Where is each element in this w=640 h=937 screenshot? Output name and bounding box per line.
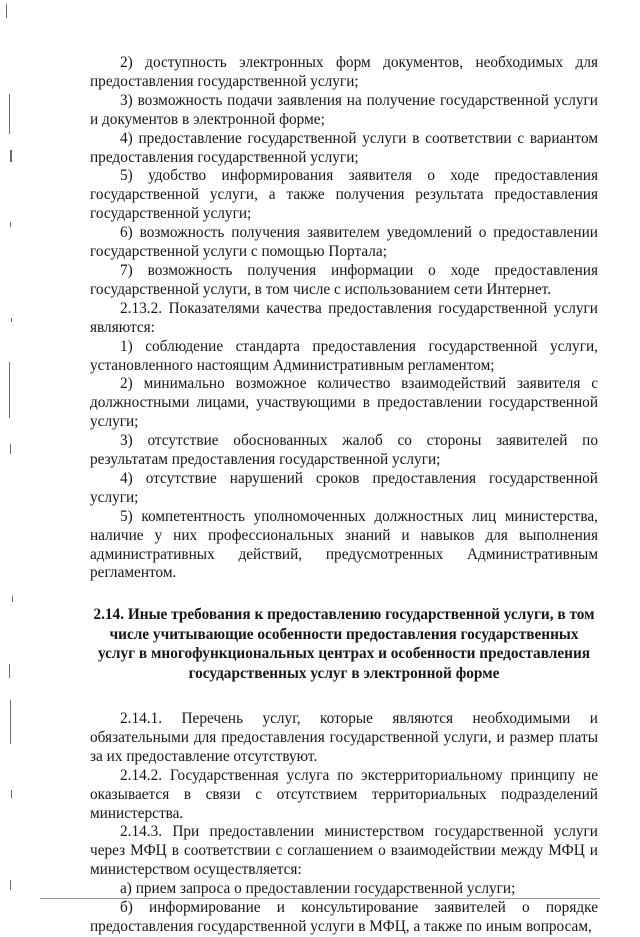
list-item-7: 7) возможность получения информации о ходе предоставления государственной услуги, в том числе с использованием сети Интернет. — [90, 261, 598, 298]
mfc-item-b: б) информирование и консультирование заявителей о порядке предоставления государственной услуги в МФЦ, а также по иным вопросам, — [90, 899, 598, 935]
quality-item-4: 4) отсутствие нарушений сроков предоставления государственной услуги; — [90, 469, 598, 506]
quality-item-5: 5) компетентность уполномоченных должностных лиц министерства, наличие у них профессиональных знаний и навыков для выполнения административных действий, предусмотренных Административным регламентом. — [90, 507, 598, 582]
quality-item-1: 1) соблюдение стандарта предоставления государственной услуги, установленного настоящим Административным регламентом; — [90, 337, 598, 374]
mfc-item-a: а) прием запроса о предоставлении государственной услуги; — [120, 880, 516, 898]
quality-item-3: 3) отсутствие обоснованных жалоб со стороны заявителей по результатам предоставления государственной услуги; — [90, 432, 598, 469]
clause-2-14-2: 2.14.2. Государственная услуга по экстерриториальному принципу не оказывается в связи с отсутствием территориальных подразделений министерства. — [90, 766, 598, 822]
list-item-2: 2) доступность электронных форм документов, необходимых для предоставления государственной услуги; — [90, 54, 598, 90]
list-item-4: 4) предоставление государственной услуги в соответствии с вариантом предоставления государственной услуги; — [90, 129, 598, 166]
clause-2-14-1: 2.14.1. Перечень услуг, которые являются необходимыми и обязательными для предоставления государственной услуги, и размер платы за их предоставление отсутствуют. — [90, 710, 598, 765]
clause-2-14-3: 2.14.3. При предоставлении министерством государственной услуги через МФЦ в соответствии с соглашением о взаимодействии между МФЦ и министерством осуществляется: — [90, 823, 598, 879]
scan-margin-marks — [0, 0, 30, 905]
quality-item-2: 2) минимально возможное количество взаимодействий заявителя с должностными лицами, участвующими в предоставлении государственной услуги; — [90, 375, 598, 431]
list-item-6: 6) возможность получения заявителем уведомлений о предоставлении государственной услуги с помощью Портала; — [90, 224, 598, 261]
scan-bottom-edge — [40, 898, 600, 899]
list-item-3: 3) возможность подачи заявления на получение государственной услуги и документов в электронной форме; — [90, 91, 598, 128]
section-heading-2-14: 2.14. Иные требования к предоставлению государственной услуги, в том числе учитывающие особенности предоставления государственных услуг в многофункциональных центрах и особенности предоставления государственных услуг в электронной форме — [93, 606, 595, 682]
document-page — [90, 54, 598, 937]
list-item-5: 5) удобство информирования заявителя о ходе предоставления государственной услуги, а также получения результата предоставления государственной услуги; — [90, 167, 598, 223]
clause-2-13-2: 2.13.2. Показателями качества предоставления государственной услуги являются: — [90, 299, 598, 336]
